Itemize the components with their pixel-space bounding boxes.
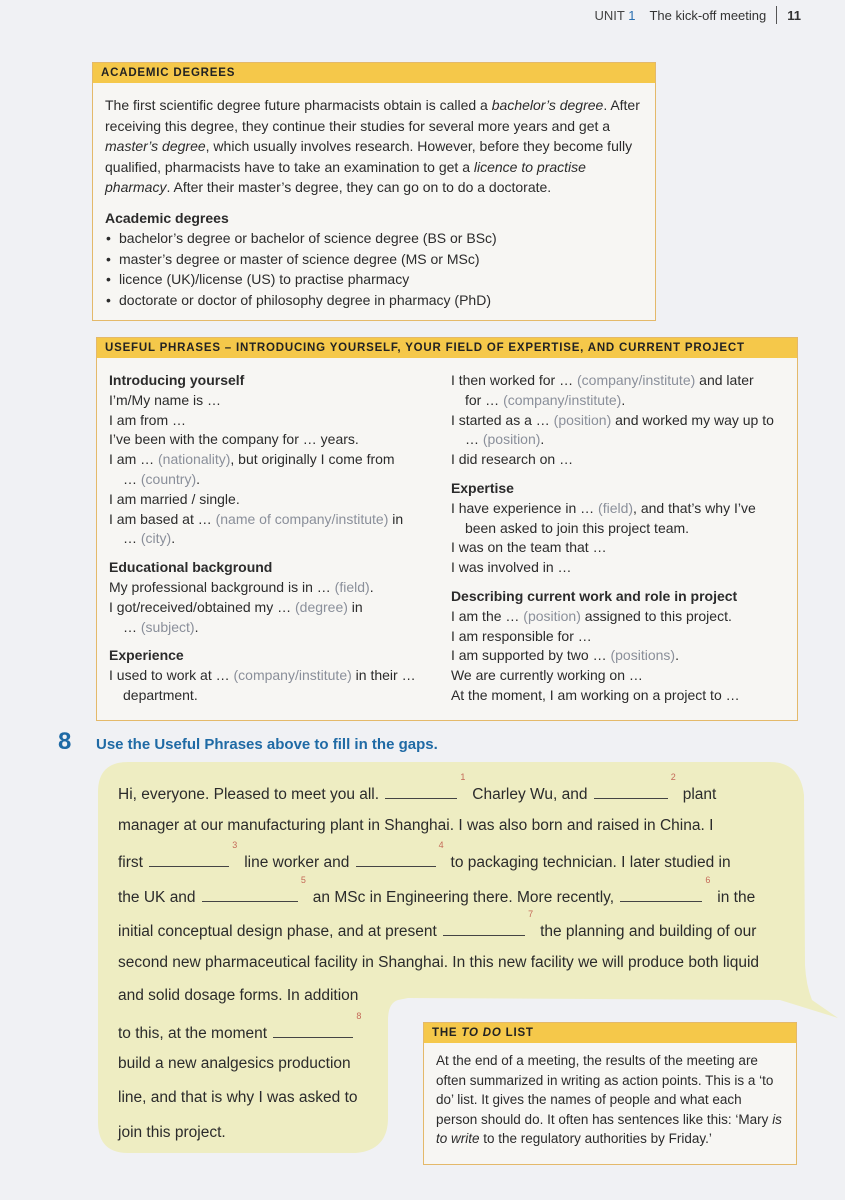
- introducing-heading: Introducing yourself: [109, 372, 245, 388]
- page-number: 11: [787, 7, 801, 23]
- academic-subheading: Academic degrees: [105, 209, 229, 226]
- gapfill-line-5: initial conceptual design phase, and at present 7 the planning and building of our: [118, 909, 757, 940]
- phrase-line: I am based at … (name of company/institute) in: [109, 510, 404, 527]
- phrase-line: I am from …: [109, 411, 187, 428]
- phrase-line: I’ve been with the company for … years.: [109, 431, 359, 448]
- gap-2[interactable]: 2: [594, 782, 668, 799]
- phrase-line: We are currently working on …: [450, 667, 643, 684]
- phrase-line: I’m/My name is …: [109, 391, 222, 408]
- gapfill-line-11: join this project.: [118, 1124, 226, 1141]
- exercise-number: 8: [58, 728, 72, 755]
- gap-5[interactable]: 5: [202, 885, 298, 902]
- phrase-line: My professional background is in … (field).: [109, 578, 374, 595]
- gapfill-line-2: manager at our manufacturing plant in Shanghai. I was also born and raised in China. I: [118, 817, 714, 834]
- phrase-line: for … (company/institute).: [464, 391, 626, 408]
- gap-7[interactable]: 7: [443, 919, 525, 936]
- gapfill-line-4: the UK and 5 an MSc in Engineering there. More recently, 6 in the: [118, 875, 756, 906]
- phrase-line: I was involved in …: [450, 559, 572, 576]
- list-item: • doctorate or doctor of philosophy degree in pharmacy (PhD): [119, 290, 643, 311]
- phrase-line: I got/received/obtained my … (degree) in: [109, 598, 363, 615]
- phrase-line: … (subject).: [123, 618, 199, 635]
- phrase-line: I did research on …: [450, 451, 574, 468]
- phrase-line: been asked to join this project team.: [464, 519, 690, 536]
- useful-phrases-heading: USEFUL PHRASES – INTRODUCING YOURSELF, YOUR FIELD OF EXPERTISE, AND CURRENT PROJECT: [97, 338, 797, 358]
- exercise-instruction: Use the Useful Phrases above to fill in the gaps.: [96, 736, 438, 753]
- gap-3[interactable]: 3: [149, 850, 229, 867]
- gapfill-line-9: build a new analgesics production: [118, 1055, 351, 1072]
- phrase-line: … (position).: [464, 431, 545, 448]
- gapfill-line-10: line, and that is why I was asked to: [118, 1089, 358, 1106]
- phrase-line: At the moment, I am working on a project to …: [450, 686, 740, 703]
- expertise-heading: Expertise: [450, 479, 514, 496]
- todo-list-box: [423, 1022, 797, 1165]
- phrase-line: … (city).: [123, 530, 176, 547]
- phrase-line: I am responsible for …: [450, 627, 592, 644]
- list-item: • bachelor’s degree or bachelor of science degree (BS or BSc): [119, 228, 643, 249]
- gap-1[interactable]: 1: [385, 782, 457, 799]
- phrase-line: I used to work at … (company/institute) in their …: [109, 667, 416, 684]
- phrase-line: I am the … (position) assigned to this project.: [450, 607, 732, 624]
- gapfill-line-8: to this, at the moment 8: [118, 1011, 362, 1042]
- phrase-line: department.: [123, 686, 198, 703]
- phrase-line: I have experience in … (field), and that’s why I’ve: [450, 499, 756, 516]
- academic-intro: The first scientific degree future pharmacists obtain is called a bachelor’s degree. After receiving this degree, they continue their studies for several more years and get a master’s degree, which usually involves research. However, before they become fully qualified, pharmacists have to take an examination to get a licence to practise pharmacy. After their master’s degree, they can go on to do a doctorate.: [105, 97, 640, 195]
- phrase-line: I am married / single.: [109, 490, 240, 507]
- todo-list-body: At the end of a meeting, the results of the meeting are often summarized in writing as action points. This is a ‘to do’ list. It gives the names of people and what each person should do. It often has sentences like this: ‘Mary is to write to the regulatory authorities by Friday.’: [436, 1053, 782, 1146]
- gap-8[interactable]: 8: [273, 1021, 353, 1038]
- academic-degrees-heading: ACADEMIC DEGREES: [93, 63, 655, 83]
- gapfill-line-7: and solid dosage forms. In addition: [118, 987, 359, 1004]
- list-item: • licence (UK)/license (US) to practise pharmacy: [119, 269, 643, 290]
- current-work-heading: Describing current work and role in project: [450, 587, 738, 604]
- phrase-line: I then worked for … (company/institute) and later: [450, 372, 754, 388]
- phrase-line: I am … (nationality), but originally I come from: [109, 451, 395, 468]
- todo-list-heading: THE TO DO LIST: [424, 1023, 796, 1043]
- phrase-line: I am supported by two … (positions).: [450, 647, 679, 664]
- gap-4[interactable]: 4: [356, 850, 436, 867]
- phrase-line: I started as a … (position) and worked my way up to: [450, 411, 774, 428]
- list-item: • master’s degree or master of science degree (MS or MSc): [119, 249, 643, 270]
- gap-6[interactable]: 6: [620, 885, 702, 902]
- unit-label: UNIT 1: [594, 7, 636, 23]
- phrase-line: I was on the team that …: [450, 539, 607, 556]
- gapfill-line-1: Hi, everyone. Pleased to meet you all. 1 Charley Wu, and 2 plant: [118, 772, 717, 803]
- chapter-title: The kick-off meeting: [649, 7, 767, 23]
- experience-heading: Experience: [109, 647, 184, 664]
- gapfill-line-6: second new pharmaceutical facility in Shanghai. In this new facility we will produce both liquid: [118, 954, 760, 971]
- education-heading: Educational background: [109, 559, 273, 576]
- phrase-line: … (country).: [123, 470, 201, 487]
- gapfill-line-3: first 3 line worker and 4 to packaging technician. I later studied in: [118, 840, 731, 871]
